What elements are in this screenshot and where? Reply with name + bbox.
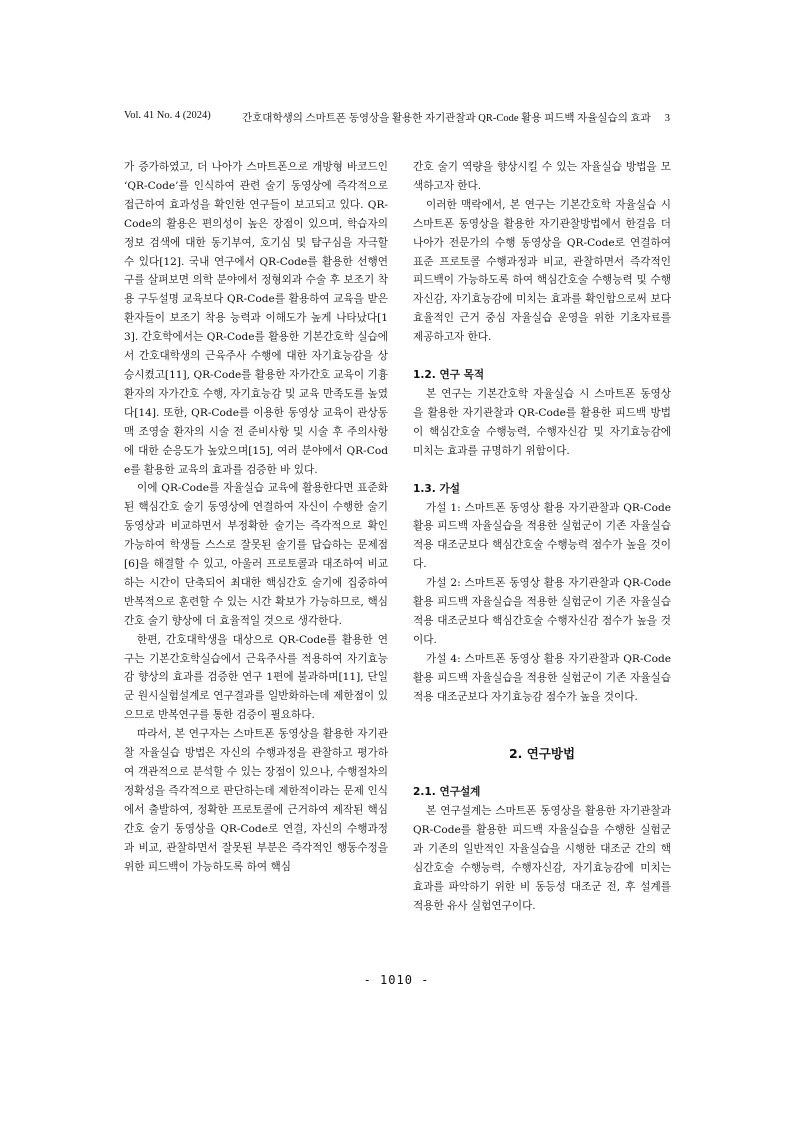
right-paragraph-2: 이러한 맥락에서, 본 연구는 기본간호학 자율실습 시 스마트폰 동영상을 활용한 자기관찰방법에서 한걸음 더 나아가 전문가의 수행 동영상을 QR-Code로 연결하여 표준 프로토콜 수행과정과 비교, 관찰하면서 즉각적인 피드백이 가능하도록 하여 핵심간호술 수행능력 및 수행자신감, 자기효능감에 미치는 효과를 확인함으로써 보다 효율적인 근거 중심 자율실습 운영을 위한 기초자료를 제공하고자 한다. (413, 198, 671, 344)
left-paragraph-3: 한편, 간호대학생을 대상으로 QR-Code를 활용한 연구는 기본간호학실습에서 근육주사를 적용하여 자기효능감 향상의 효과를 검증한 연구 1편에 불과하며[11], 단일 군 원시실험설계로 연구결과를 일반화하는데 제한점이 있으므로 반복연구를 통한 검증이 필요하다. (124, 633, 388, 722)
hypothesis-1: 가설 1: 스마트폰 동영상 활용 자기관찰과 QR-Code 활용 피드백 자율실습을 적용한 실험군이 기존 자율실습 적용 대조군보다 핵심간호술 수행능력 점수가 높을 것이다. (413, 501, 671, 571)
section-2-1-heading: 2.1. 연구설계 (413, 786, 481, 799)
section-1-2-heading: 1.2. 연구 목적 (413, 369, 485, 382)
left-paragraph-1: 가 증가하였고, 더 나아가 스마트폰으로 개방형 바코드인 ‘QR-Code’를 인식하여 관련 술기 동영상에 즉각적으로 접근하여 효과성을 확인한 연구들이 보고되고 있다. QR-Code의 활용은 편의성이 높은 장점이 있으며, 학습자의 정보 검색에 대한 동기부여, 호기심 및 탐구심을 자극할 수 있다[12]. 국내 연구에서 QR-Code를 활용한 선행연구를 살펴보면 의학 분야에서 정형외과 수술 후 보조기 착용 구두설명 교육보다 QR-Code를 활용하여 교육을 받은 환자들이 보조기 착용 능력과 이해도가 높게 나타났다[13]. 간호학에서는 QR-Code를 활용한 기본간호학 실습에서 간호대학생의 근육주사 수행에 대한 자기효능감을 상승시켰고[11], QR-Code를 활용한 자가간호 교육이 기흉 환자의 자가간호 수행, 자기효능감 및 교육 만족도를 높였다[14]. 또한, QR-Code를 이용한 동영상 교육이 관상동맥 조영술 환자의 시술 전 준비사항 및 시술 후 주의사항에 대한 순응도가 높았으며[15], 여러 분야에서 QR-Code를 활용한 교육의 효과를 검증한 바 있다. (124, 161, 388, 476)
right-column (413, 158, 671, 916)
left-paragraph-2: 이에 QR-Code를 자율실습 교육에 활용한다면 표준화된 핵심간호 술기 동영상에 연결하여 자신이 수행한 술기 동영상과 비교하면서 부정확한 술기는 즉각적으로 확인 가능하여 학생들 스스로 잘못된 술기를 답습하는 문제점[6]을 해결할 수 있고, 아울러 프로토콜과 대조하여 비교하는 시간이 단축되어 최대한 핵심간호 술기에 집중하여 반복적으로 훈련할 수 있는 시간 확보가 가능하므로, 핵심간호 술기 향상에 더 효율적일 것으로 생각한다. (124, 482, 388, 627)
section-1-2-text: 본 연구는 기본간호학 자율실습 시 스마트폰 동영상을 활용한 자기관찰과 QR-Code를 활용한 피드백 방법이 핵심간호술 수행능력, 수행자신감 및 자기효능감에 미치는 효과를 규명하기 위함이다. (413, 387, 671, 457)
journal-volume: Vol. 41 No. 4 (2024) (124, 110, 211, 121)
left-paragraph-4: 따라서, 본 연구자는 스마트폰 동영상을 활용한 자기관찰 자율실습 방법은 자신의 수행과정을 관찰하고 평가하여 객관적으로 분석할 수 있는 장점이 있으나, 수행절차의 정확성을 즉각적으로 판단하는데 제한적이라는 문제 인식에서 출발하여, 정확한 프로토콜에 근거하여 제작된 핵심간호 술기 동영상을 QR-Code로 연결, 자신의 수행과정과 비교, 관찰하면서 잘못된 부분은 즉각적인 행동수정을 위한 피드백이 가능하도록 하여 핵심 (124, 728, 388, 873)
section-1-3-heading: 1.3. 가설 (413, 482, 460, 495)
left-column (124, 158, 388, 876)
right-paragraph-1: 간호 술기 역량을 향상시킬 수 있는 자율실습 방법을 모색하고자 한다. (413, 161, 671, 192)
hypothesis-2: 가설 2: 스마트폰 동영상 활용 자기관찰과 QR-Code 활용 피드백 자율실습을 적용한 실험군이 기존 자율실습 적용 대조군보다 핵심간호술 수행자신감 점수가 높을 것이다. (413, 577, 671, 646)
header-page-number: 3 (664, 113, 670, 124)
running-title (242, 110, 670, 125)
running-title-text: 간호대학생의 스마트폰 동영상을 활용한 자기관찰과 QR-Code 활용 피드백 자율실습의 효과 (242, 113, 651, 124)
page-footer-number: - 1010 - (363, 973, 430, 987)
section-2-1-text: 본 연구설계는 스마트폰 동영상을 활용한 자기관찰과 QR-Code를 활용한 피드백 자율실습을 수행한 실험군과 기존의 일반적인 자율실습을 시행한 대조군 간의 핵심간호술 수행능력, 수행자신감, 자기효능감에 미치는 효과를 파악하기 위한 비 동등성 대조군 전, 후 설계를 적용한 유사 실험연구이다. (413, 805, 671, 912)
hypothesis-4: 가설 4: 스마트폰 동영상 활용 자기관찰과 QR-Code 활용 피드백 자율실습을 적용한 실험군이 기존 자율실습 적용 대조군보다 자기효능감 점수가 높을 것이다. (413, 652, 671, 703)
running-header (124, 110, 670, 128)
section-2-heading: 2. 연구방법 (508, 746, 576, 762)
